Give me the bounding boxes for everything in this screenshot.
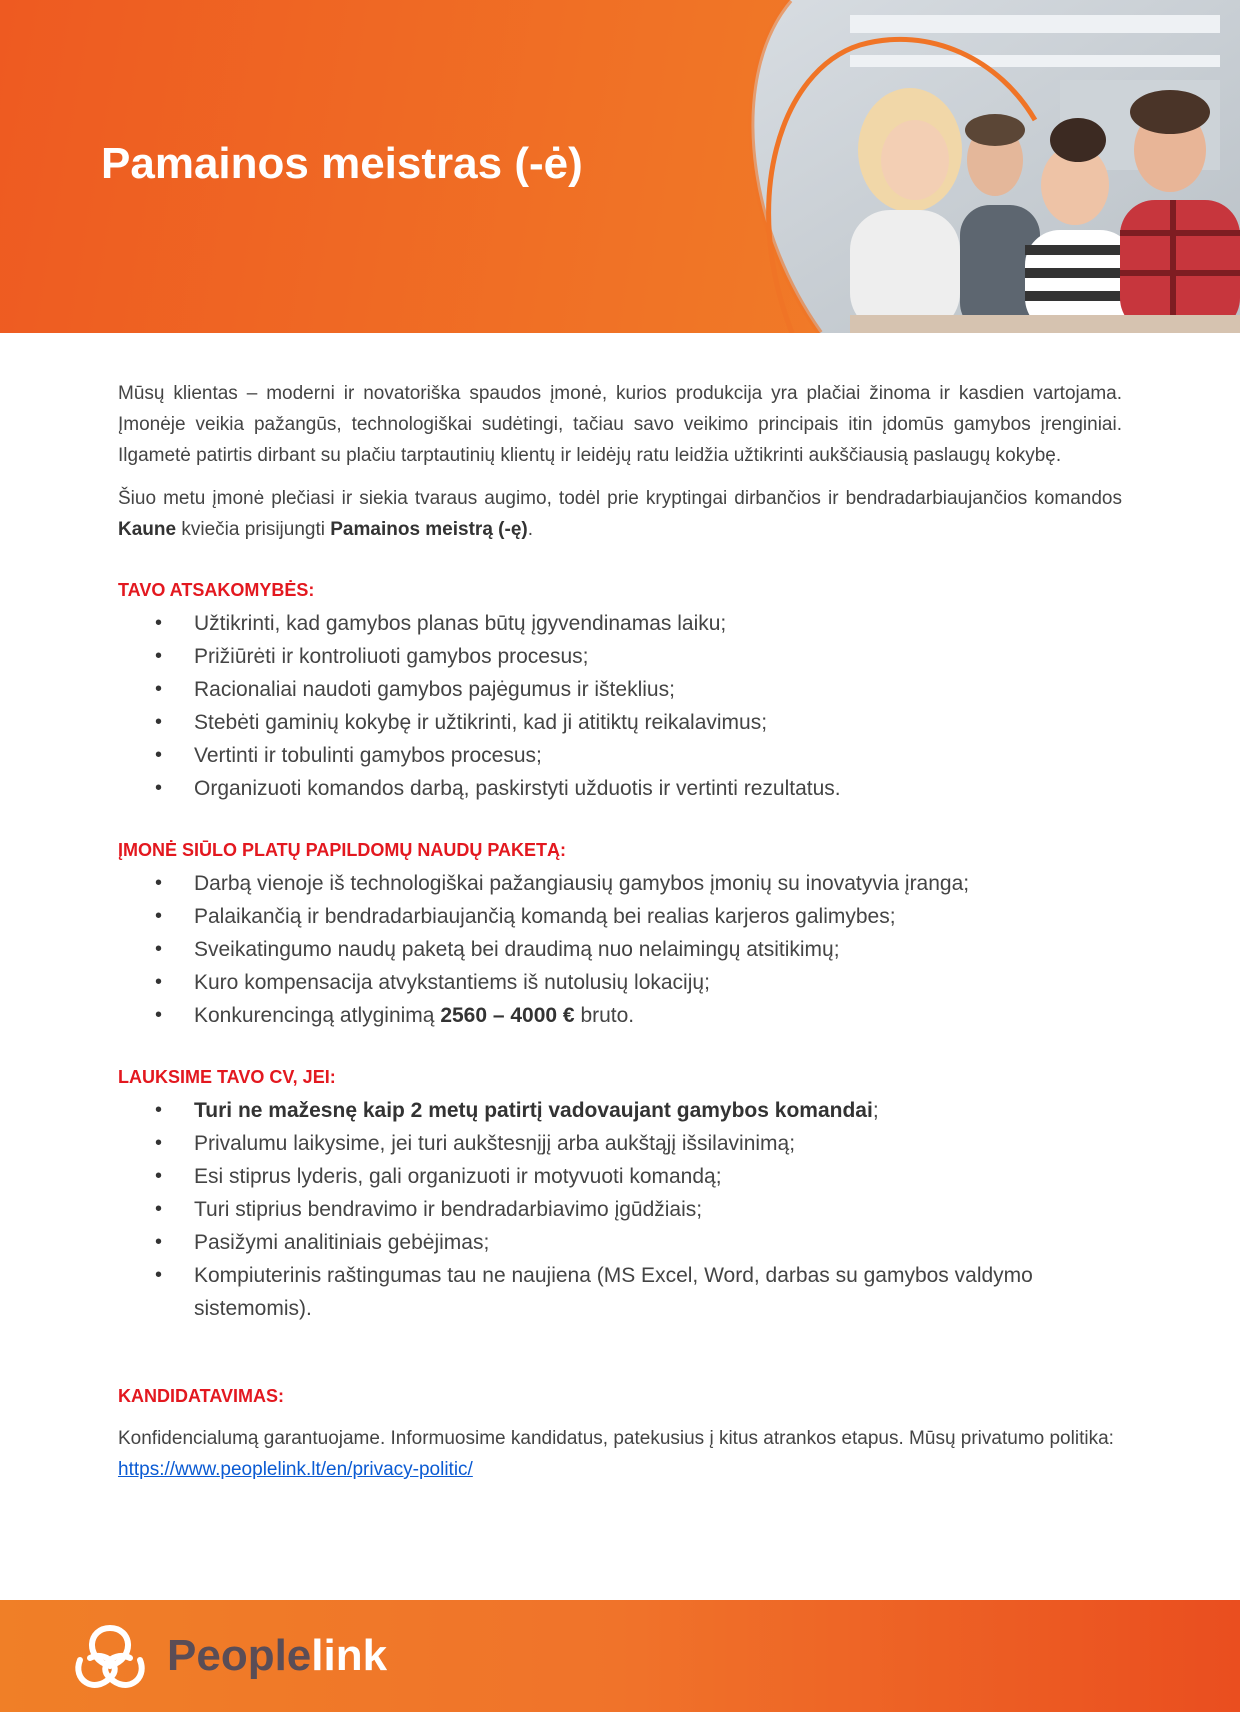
application-text <box>118 1423 1122 1485</box>
section-title-requirements: LAUKSIME TAVO CV, JEI: <box>118 1067 336 1087</box>
intro-city: Kaune <box>118 519 177 540</box>
list-item: • Vertinti ir tobulinti gamybos procesus; <box>118 739 1122 772</box>
list-item: • Pasižymi analitiniais gebėjimas; <box>118 1226 1122 1259</box>
intro-text-part: Šiuo metu įmonė plečiasi ir siekia tvaraus augimo, todėl prie kryptingai dirbančios ir bendradarbiaujančios komandos <box>118 488 1122 509</box>
section-title-responsibilities: TAVO ATSAKOMYBĖS: <box>118 580 315 600</box>
experience-end: ; <box>872 1099 879 1122</box>
intro-position: Pamainos meistrą (-ę) <box>330 519 528 540</box>
list-item: • Stebėti gaminių kokybę ir užtikrinti, kad ji atitiktų reikalavimus; <box>118 706 1122 739</box>
list-item: • Prižiūrėti ir kontroliuoti gamybos procesus; <box>118 640 1122 673</box>
list-item: • Užtikrinti, kad gamybos planas būtų įgyvendinamas laiku; <box>118 607 1122 640</box>
benefits-list <box>118 867 1122 1032</box>
brand-part-people: People <box>167 1631 312 1680</box>
privacy-policy-link[interactable]: https://www.peoplelink.lt/en/privacy-politic/ <box>118 1459 473 1480</box>
list-item: • Organizuoti komandos darbą, paskirstyti užduotis ir vertinti rezultatus. <box>118 772 1122 805</box>
section-title-benefits: ĮMONĖ SIŪLO PLATŲ PAPILDOMŲ NAUDŲ PAKETĄ: <box>118 840 566 860</box>
list-item-experience <box>118 1094 1122 1127</box>
intro-text-end: . <box>527 519 533 540</box>
list-item: • Privalumu laikysime, jei turi aukštesnįjį arba aukštąjį išsilavinimą; <box>118 1127 1122 1160</box>
header-banner <box>0 0 1240 333</box>
footer-banner <box>0 1600 1240 1712</box>
list-item: • Kuro kompensacija atvykstantiems iš nutolusių lokacijų; <box>118 966 1122 999</box>
intro-paragraph: Mūsų klientas – moderni ir novatoriška spaudos įmonė, kurios produkcija yra plačiai žinoma ir kasdien vartojama. Įmonėje veikia pažangūs, technologiškai sudėtingi, tačiau savo veikimo principais itin įdomūs gamybos įrenginiai. Ilgametė patirtis dirbant su plačiu tarptautinių klientų ir leidėjų ratu leidžia užtikrinti aukščiausią paslaugų kokybę. <box>118 383 1122 466</box>
intro-text-part: kviečia prisijungti <box>176 519 331 540</box>
brand-wordmark <box>167 1628 387 1684</box>
salary-suffix: bruto. <box>574 1004 635 1027</box>
list-item: • Racionaliai naudoti gamybos pajėgumus ir išteklius; <box>118 673 1122 706</box>
list-item: • Turi stiprius bendravimo ir bendradarbiavimo įgūdžiais; <box>118 1193 1122 1226</box>
team-photo <box>700 0 1240 333</box>
salary-prefix: Konkurencingą atlyginimą <box>194 1004 441 1027</box>
brand-part-link: link <box>311 1631 388 1680</box>
peoplelink-logo[interactable] <box>70 1620 410 1696</box>
list-item-salary <box>118 999 1122 1032</box>
salary-amount: 2560 – 4000 € <box>440 1004 575 1027</box>
section-title-application: KANDIDATAVIMAS: <box>118 1386 284 1406</box>
requirements-list <box>118 1094 1122 1325</box>
intro-paragraph-location <box>118 483 1122 545</box>
list-item: • Palaikančią ir bendradarbiaujančią komandą bei realias karjeros galimybes; <box>118 900 1122 933</box>
page-title: Pamainos meistras (-ė) <box>101 139 583 188</box>
peoplelink-knot-icon <box>70 1620 150 1696</box>
list-item: • Darbą vienoje iš technologiškai pažangiausių gamybos įmonių su inovatyvia įranga; <box>118 867 1122 900</box>
application-body: Konfidencialumą garantuojame. Informuosime kandidatus, patekusius į kitus atrankos etapus. Mūsų privatumo politika: <box>118 1428 1114 1449</box>
list-item: • Sveikatingumo naudų paketą bei draudimą nuo nelaimingų atsitikimų; <box>118 933 1122 966</box>
experience-requirement: Turi ne mažesnę kaip 2 metų patirtį vadovaujant gamybos komandai <box>194 1099 873 1122</box>
responsibilities-list <box>118 607 1122 805</box>
list-item: • Kompiuterinis raštingumas tau ne naujiena (MS Excel, Word, darbas su gamybos valdymo sistemomis). <box>118 1259 1122 1325</box>
list-item: • Esi stiprus lyderis, gali organizuoti ir motyvuoti komandą; <box>118 1160 1122 1193</box>
job-content <box>118 378 1122 1497</box>
